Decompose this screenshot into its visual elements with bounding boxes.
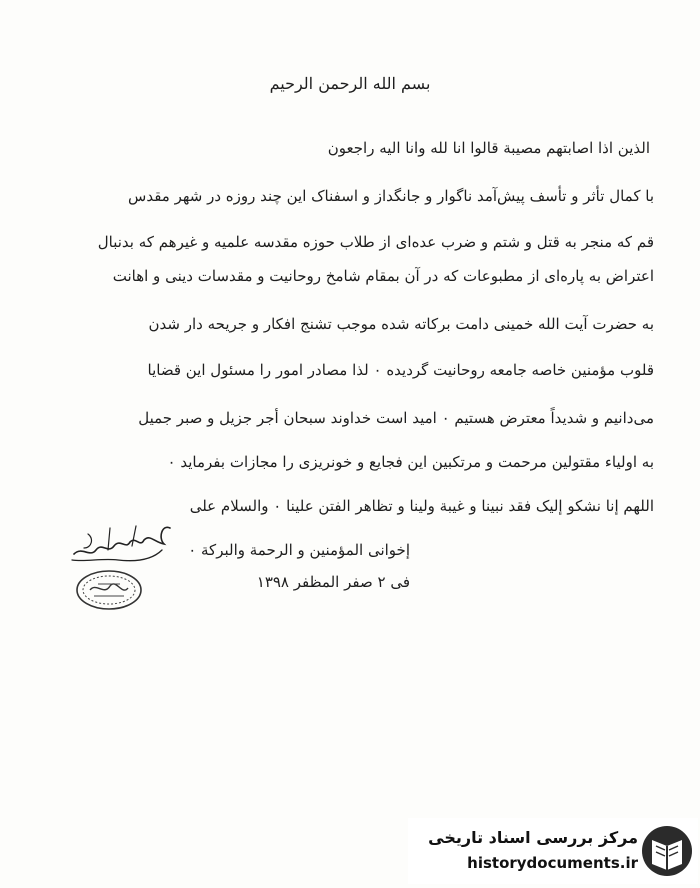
signature — [66, 520, 176, 570]
letter-line-9: اللهم إنا نشکو إلیک فقد نبینا و غیبة ولینا و تظاهر الفتن علینا ۰ والسلام علی — [189, 497, 654, 515]
letter-line-4: اعتراض به پاره‌ای از مطبوعات که در آن بمقام شامخ روحانیت و مقدسات دینی و اهانت — [112, 267, 654, 285]
archive-name: مرکز بررسی اسناد تاریخی — [428, 828, 638, 847]
letter-date: فی ۲ صفر المظفر ۱۳۹۸ — [256, 573, 410, 591]
letter-line-5: به حضرت آیت الله خمینی دامت برکاته شده موجب تشنج افکار و جریحه دار شدن — [148, 315, 654, 333]
archive-footer — [408, 818, 698, 884]
letter-line-1: الذین اذا اصابتهم مصیبة قالوا انا لله وانا الیه راجعون — [327, 139, 650, 157]
book-logo-icon — [640, 824, 694, 878]
letter-line-8: به اولیاء مقتولین مرحمت و مرتکبین این فجایع و خونریزی را مجازات بفرماید ۰ — [167, 453, 654, 471]
letter-line-2: با کمال تأثر و تأسف پیش‌آمد ناگوار و جانگداز و اسفناک این چند روزه در شهر مقدس — [128, 187, 654, 205]
archive-url[interactable]: historydocuments.ir — [467, 854, 638, 872]
seal-stamp — [74, 568, 144, 612]
letter-line-7: می‌دانیم و شدیداً معترض هستیم ۰ امید است خداوند سبحان أجر جزیل و صبر جمیل — [138, 409, 654, 427]
letter-line-3: قم که منجر به قتل و شتم و ضرب عده‌ای از طلاب حوزه مقدسه علمیه و غیرهم که بدنبال — [97, 233, 654, 251]
letter-heading: بسم الله الرحمن الرحیم — [269, 74, 431, 93]
letter-line-10: إخوانی المؤمنین و الرحمة والبرکة ۰ — [188, 541, 410, 559]
letter-line-6: قلوب مؤمنین خاصه جامعه روحانیت گردیده ۰ لذا مصادر امور را مسئول این قضایا — [147, 361, 654, 379]
